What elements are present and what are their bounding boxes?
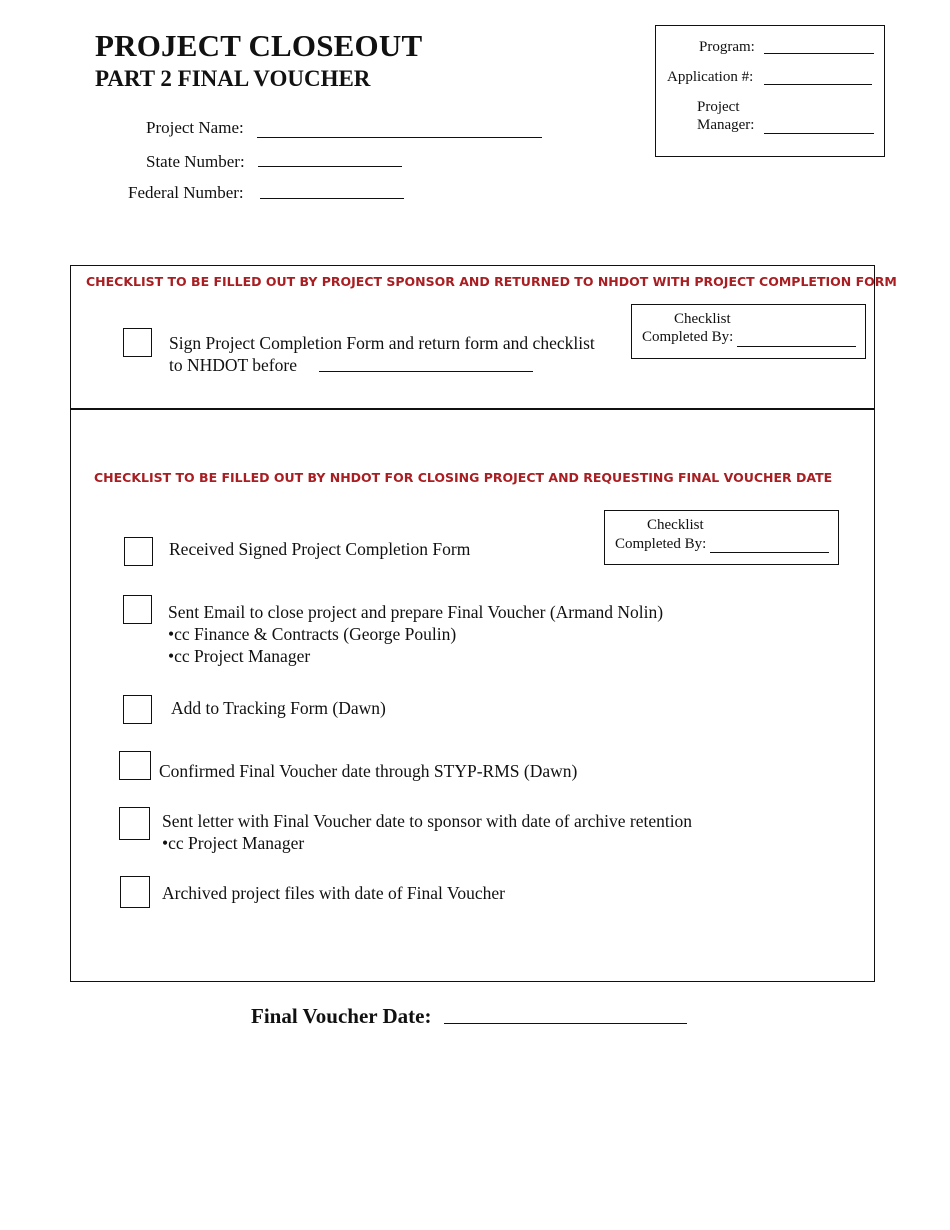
nhdot-checklist-section	[70, 408, 875, 982]
nhdot-section-heading: CHECKLIST TO BE FILLED OUT BY NHDOT FOR CLOSING PROJECT AND REQUESTING FINAL VOUCHER DATE	[94, 470, 833, 485]
checklist-label: Checklist	[674, 311, 731, 327]
program-field[interactable]	[764, 53, 874, 54]
checkbox-sign-completion-form[interactable]	[123, 328, 152, 357]
page-title: PROJECT CLOSEOUT	[95, 28, 423, 63]
completed-by-label: Completed By:	[642, 329, 734, 345]
project-name-field[interactable]	[257, 137, 542, 138]
state-number-field[interactable]	[258, 166, 402, 167]
sponsor-completed-by-field[interactable]	[737, 346, 856, 347]
federal-number-field[interactable]	[260, 198, 404, 199]
sponsor-section-heading: CHECKLIST TO BE FILLED OUT BY PROJECT SPONSOR AND RETURNED TO NHDOT WITH PROJECT COMPLETION FORM	[86, 274, 897, 289]
sponsor-item-line2: to NHDOT before	[169, 355, 297, 375]
application-field[interactable]	[764, 84, 872, 85]
page-subtitle: PART 2 FINAL VOUCHER	[95, 66, 371, 91]
state-number-label: State Number:	[146, 152, 245, 171]
checklist-item-subline: •cc Project Manager	[168, 646, 311, 666]
nhdot-completed-by-field[interactable]	[710, 552, 829, 553]
project-manager-label-line2: Manager:	[697, 117, 755, 133]
application-label: Application #:	[667, 69, 754, 85]
checkbox-add-tracking-form[interactable]	[123, 695, 152, 724]
checkbox-sent-email[interactable]	[123, 595, 152, 624]
federal-number-label: Federal Number:	[128, 183, 244, 202]
checkbox-archived-files[interactable]	[120, 876, 150, 908]
checkbox-sent-letter[interactable]	[119, 807, 150, 840]
sponsor-checklist-completed-box	[631, 304, 866, 359]
checklist-label: Checklist	[647, 517, 704, 533]
checklist-item-subline: •cc Project Manager	[162, 833, 305, 853]
sponsor-checklist-section	[70, 265, 897, 410]
program-info-box	[655, 25, 885, 157]
checklist-item: Sent letter with Final Voucher date to sponsor with date of archive retention	[162, 811, 693, 831]
return-before-date-field[interactable]	[319, 371, 533, 372]
completed-by-label: Completed By:	[615, 536, 707, 552]
checkbox-confirmed-final-voucher-date[interactable]	[119, 751, 151, 780]
checklist-item: Sent Email to close project and prepare Final Voucher (Armand Nolin)	[168, 602, 664, 622]
checkbox-received-completion-form[interactable]	[124, 537, 153, 566]
final-voucher-date-field[interactable]	[444, 1023, 687, 1024]
project-manager-field[interactable]	[764, 133, 874, 134]
checklist-item: Confirmed Final Voucher date through STYP-RMS (Dawn)	[159, 761, 578, 781]
checklist-item: Archived project files with date of Final Voucher	[162, 883, 505, 903]
project-name-label: Project Name:	[146, 118, 244, 137]
final-voucher-date-label: Final Voucher Date:	[251, 1004, 432, 1028]
sponsor-item-line1: Sign Project Completion Form and return form and checklist	[169, 333, 595, 353]
checklist-item: Received Signed Project Completion Form	[169, 539, 471, 559]
project-manager-label-line1: Project	[697, 99, 740, 115]
program-label: Program:	[699, 39, 755, 55]
nhdot-checklist-completed-box	[604, 510, 839, 565]
checklist-item: Add to Tracking Form (Dawn)	[171, 698, 386, 718]
checklist-item-subline: •cc Finance & Contracts (George Poulin)	[168, 624, 457, 644]
